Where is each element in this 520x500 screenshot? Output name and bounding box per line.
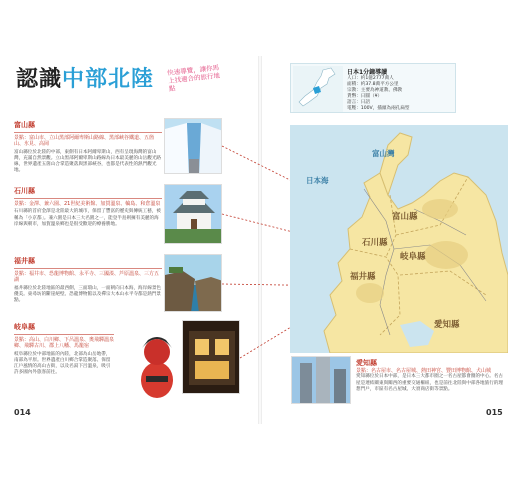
map-label-aichi: 愛知縣 bbox=[434, 320, 460, 330]
tagline: 快速導覽，讓你馬上找適合的旅行地點 bbox=[166, 63, 221, 93]
region-description: 愛知縣位於日本中部，是日本三大都市圈之一名古屋都會圈的中心。名古屋是連結關東與關西的重要交通樞紐，也是前往北陸與中部各地旅行的理想門戶，市區有名古屋城、大須商店街等景點。 bbox=[356, 374, 504, 392]
region-spots: 景點：名古屋市、名古屋城、熱田神宮、豐田博物館、犬山城 bbox=[356, 368, 492, 374]
region-aichi bbox=[356, 358, 506, 393]
photo-nagoya-towers bbox=[291, 356, 351, 404]
region-description: 福井縣位於北陸地區的最西側，三面環山，一面朝向日本海，海岸線景色優美。東尋坊的斷崖絕壁、恐龍博物館以及禪宗大本山永平寺都是熱門景點。 bbox=[14, 285, 162, 304]
region-spots: 景點：高山、白川鄉、下呂溫泉、奧飛驒溫泉鄉、飛驒古川、郡上八幡、馬籠宿 bbox=[14, 337, 115, 350]
info-row: 宗教：主要為神道教、佛教 bbox=[347, 88, 403, 93]
info-row: 面積：約37.8萬平方公里 bbox=[347, 82, 399, 87]
region-description: 岐阜縣位於中部地區的內陸，北部為山岳地帶，南部為平原。世界遺產白川鄉合掌造聚落、保留江戶風情的高山古街，以及名湯下呂溫泉，吸引許多國內外旅客前往。 bbox=[14, 351, 111, 376]
info-row: 貨幣：日圓（¥） bbox=[347, 94, 383, 99]
page-title-dark: 認識 bbox=[16, 67, 63, 92]
map-label-sea-of-japan: 日本海 bbox=[306, 176, 329, 185]
japan-info-box bbox=[290, 63, 456, 113]
page-title-accent: 中部北陸 bbox=[62, 67, 155, 92]
region-spots: 景點：金澤、兼六園、21世紀美術館、加賀溫泉、輪島、和倉溫泉 bbox=[14, 201, 161, 207]
region-name: 福井縣 bbox=[14, 257, 35, 265]
region-name: 石川縣 bbox=[14, 187, 35, 195]
region-map bbox=[290, 125, 508, 353]
info-row: 電壓：100V，插頭為兩孔扁型 bbox=[347, 106, 410, 111]
map-label-fukui: 福井縣 bbox=[350, 272, 376, 282]
info-row: 人口：約1億2777萬人 bbox=[347, 76, 394, 81]
map-label-toyama-bay: 富山灣 bbox=[372, 149, 395, 158]
region-spots: 景點：福井市、恐龍博物館、永平寺、三國湊、芦原溫泉、三方五湖 bbox=[14, 271, 160, 284]
info-row: 語言：日語 bbox=[347, 100, 370, 105]
region-spots: 景點：富山市、立山黑部阿爾卑斯山路線、黑部峽谷鐵道、五箇山、氷見、高岡 bbox=[14, 135, 155, 148]
region-name: 岐阜縣 bbox=[14, 323, 35, 331]
map-label-gifu: 岐阜縣 bbox=[400, 252, 426, 262]
page-number-left: 014 bbox=[14, 408, 31, 417]
region-description: 富山縣位於北陸的中部，東側有日本阿爾卑斯山，西有呈現海灣的富山灣，充滿自然景觀。立山黑部阿爾卑斯山路線為日本最美麗的山岳觀光路線，世界遺產五箇山合掌造聚落與黑部峽谷，也都是代表性的熱門觀光地。 bbox=[14, 149, 162, 174]
map-label-toyama: 富山縣 bbox=[392, 212, 418, 222]
region-description: 石川縣的首府金澤是北陸最大的城市，保留了豐富的歷史與傳統工藝，被稱為「小京都」。兼六園是日本三大名園之一，能登半島則擁有美麗的海岸線與朝市，加賀溫泉鄉也是很受歡迎的療養勝地。 bbox=[14, 209, 162, 227]
japan-minimap bbox=[293, 66, 343, 112]
info-title: 日本1分鐘導讀 bbox=[347, 69, 388, 76]
region-name: 富山縣 bbox=[14, 121, 35, 129]
page-number-right: 015 bbox=[486, 408, 503, 417]
map-label-ishikawa: 石川縣 bbox=[362, 238, 388, 248]
region-name: 愛知縣 bbox=[356, 359, 377, 367]
